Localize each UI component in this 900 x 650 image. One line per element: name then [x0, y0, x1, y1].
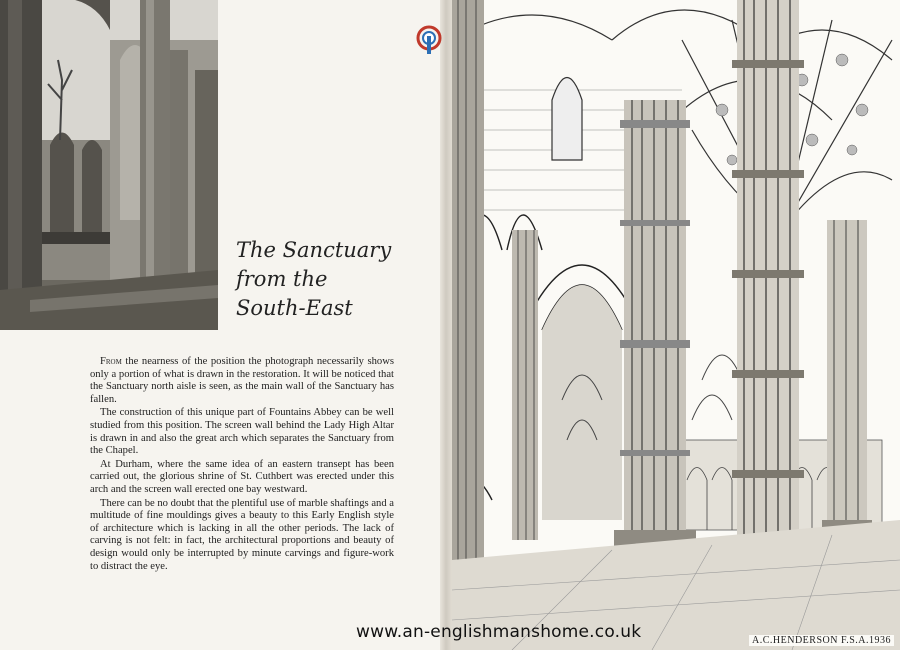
paragraph-1-lead: From	[100, 356, 122, 367]
title-line-3: South-East	[236, 296, 353, 320]
paragraph-4: There can be no doubt that the plentiful use of marble shaftings and a multitude of fine mouldings gives a beauty to this Early English style of architecture which is lacking in all the other periods. The lack of carving is not felt: in fact, the architectural proportions and beauty of design would only be interrupted by minute carvings and figure-work to distract the eye.	[90, 497, 394, 572]
section-title	[236, 236, 436, 323]
title-line-2: from the	[236, 267, 328, 291]
page-gutter	[440, 0, 452, 650]
paragraph-1	[90, 356, 394, 406]
artist-signature: A.C.HENDERSON F.S.A.1936	[749, 635, 894, 646]
paragraph-1-text: the nearness of the position the photograph necessarily shows only a portion of what is drawn in the restoration. It will be noticed that the Sanctuary north aisle is seen, as the main wall of the Sanctuary has fallen.	[90, 356, 394, 405]
paragraph-2: The construction of this unique part of Fountains Abbey can be well studied from this position. The screen wall behind the Lady High Altar is drawn in and also the great arch which separates the Sanctuary from the Chapel.	[90, 407, 394, 457]
body-text	[90, 356, 394, 574]
photo-image	[0, 0, 218, 330]
right-page	[452, 0, 900, 650]
website-watermark: www.an-englishmanshome.co.uk	[356, 622, 642, 642]
title-line-1: The Sanctuary	[236, 238, 392, 262]
paragraph-3: At Durham, where the same idea of an eastern transept has been carried out, the glorious shrine of St. Cuthbert was erected under this arch and the screen wall erected one bay westward.	[90, 458, 394, 495]
site-logo-icon	[415, 22, 443, 56]
sanctuary-drawing	[452, 0, 900, 650]
abbey-ruins-photo	[0, 0, 218, 330]
left-page	[0, 0, 440, 650]
